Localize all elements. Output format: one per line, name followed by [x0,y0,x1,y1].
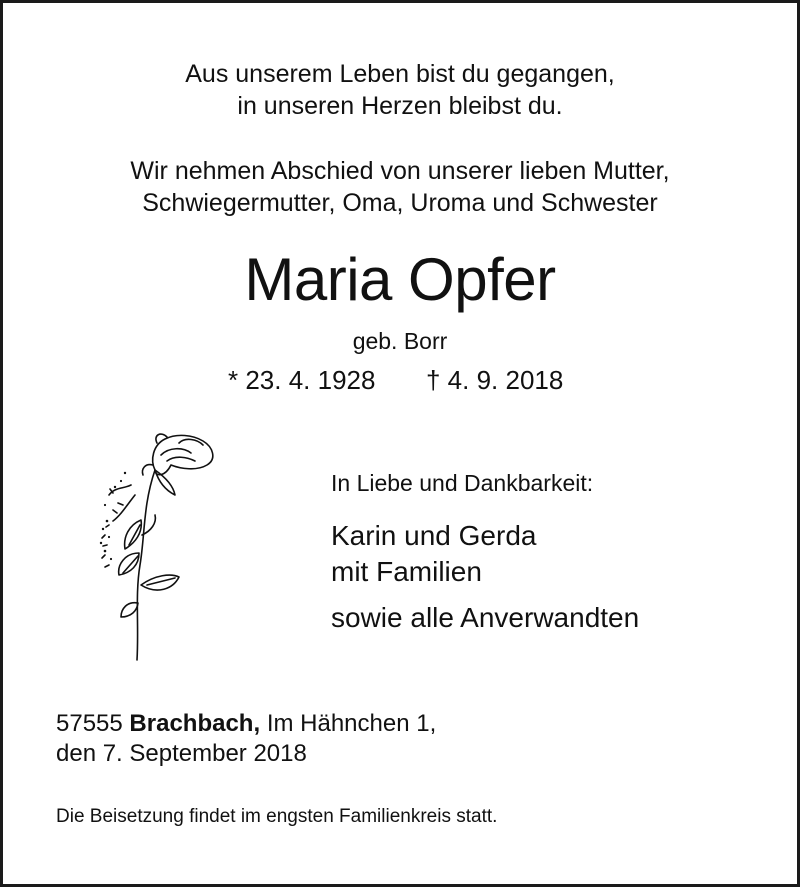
poem [0,58,800,122]
intro-text [0,155,800,219]
address-line [56,708,436,740]
birth-date: * 23. 4. 1928 [228,365,376,395]
intro-line-2: Schwiegermutter, Oma, Uroma und Schwester [142,189,658,217]
mourners-family [331,518,536,590]
address-zip: 57555 [56,710,123,737]
rose-icon [95,425,230,665]
mourners-line-1: Karin und Gerda [331,520,537,551]
maiden-name: geb. Borr [352,328,448,354]
poem-line-2: in unseren Herzen bleibst du. [237,92,563,120]
notice-date: den 7. September 2018 [56,740,307,767]
poem-line-1: Aus unserem Leben bist du gegangen, [185,60,615,88]
deceased-name: Maria Opfer [244,246,556,313]
address-city: Brachbach, [129,710,261,737]
intro-line-1: Wir nehmen Abschied von unserer lieben Mutter, [130,157,670,185]
mourners-heading: In Liebe und Dankbarkeit: [331,470,594,496]
mourners-line-2: mit Familien [331,556,482,587]
death-date: † 4. 9. 2018 [426,365,564,395]
address-street: Im Hähnchen 1, [266,710,437,737]
funeral-note: Die Beisetzung findet im engsten Familienkreis statt. [56,806,498,827]
mourners-line-3: sowie alle Anverwandten [331,602,640,633]
